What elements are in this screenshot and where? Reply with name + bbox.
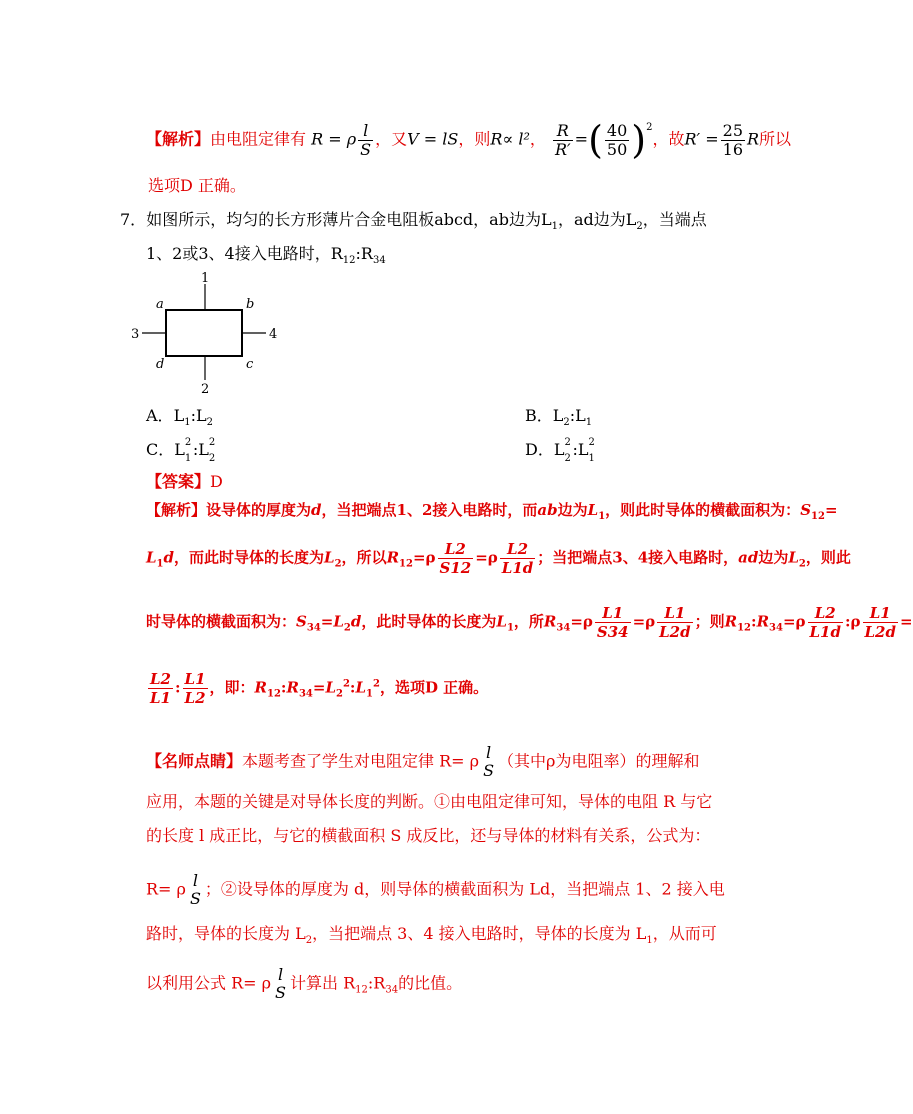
text: L: [552, 406, 564, 425]
label-b: b: [246, 297, 255, 312]
numerator: L1: [595, 604, 631, 623]
text: 如图所示，均匀的长方形薄片合金电阻板abcd，ab边为L: [146, 210, 552, 229]
text: ，所以: [341, 548, 387, 567]
subscript: 2: [305, 935, 313, 947]
numerator: 25: [722, 120, 743, 140]
text: :: [751, 612, 757, 631]
fraction: [481, 744, 496, 780]
var: ab: [537, 501, 558, 519]
subscript: 34: [385, 984, 399, 996]
numerator: l: [277, 965, 284, 984]
comment-tag: 【名师点睛】: [146, 751, 243, 771]
subscript: 2: [798, 558, 806, 570]
fraction: [438, 540, 474, 577]
var: L: [146, 548, 157, 567]
denominator: S: [189, 889, 201, 908]
text: 所以: [759, 129, 792, 149]
equals: =: [899, 612, 913, 631]
text: :R: [367, 973, 386, 993]
text: （其中ρ为电阻率）的理解和: [498, 751, 700, 771]
text: :L: [190, 406, 207, 425]
subscript: 12: [267, 688, 281, 700]
option-d: D．L 2 2 :L 2 1: [525, 437, 595, 464]
comment-line-2: 应用，本题的关键是对导体长度的判断。①由电阻定律可知，导体的电阻 R 与它: [146, 792, 713, 811]
fraction: [721, 122, 745, 159]
text: ，选项D 正确。: [379, 678, 489, 697]
option-b: [525, 406, 593, 429]
answer-value: D: [210, 472, 223, 491]
subscript: 1: [598, 511, 606, 522]
subscript: 1: [646, 935, 653, 947]
prev-analysis-line-1: 【解析】由电阻定律有 R = ρ $\frac{l}{S}$ ，又V = lS，则R∝ l²， $\frac{R}{R'}$ =( $\frac{40}{50}$ )$^2$，故R′ = $\frac{25}{16}$ R所以: [146, 118, 792, 162]
text: :: [174, 678, 181, 697]
paren-right: ): [631, 118, 647, 162]
fraction: [273, 966, 288, 1002]
text: =ρ: [782, 612, 806, 631]
denominator: L2d: [659, 623, 691, 641]
var: L: [355, 678, 367, 697]
equals: =: [320, 612, 334, 631]
question-number: 7．: [120, 210, 147, 229]
text: 时导体的横截面积为：: [146, 612, 297, 631]
formula: R: [747, 129, 760, 149]
subscript: 1: [506, 622, 514, 634]
numerator: L2: [808, 604, 843, 623]
var: R: [543, 612, 557, 631]
text: ，当端点: [642, 210, 707, 229]
numerator: L2: [500, 540, 535, 559]
analysis-line-3: [146, 604, 913, 641]
subscript: 1: [156, 558, 164, 570]
equals: =: [574, 129, 589, 149]
fraction: [188, 872, 203, 908]
subscript: 34: [306, 622, 321, 634]
text: :ρ: [844, 612, 861, 631]
label-2: 2: [201, 382, 210, 397]
text: :L: [192, 440, 209, 459]
var: d: [311, 501, 322, 519]
formula: R∝ l²: [490, 129, 530, 149]
subscript: 1: [585, 417, 593, 429]
fraction: [500, 540, 535, 577]
question-line-1: [120, 210, 707, 233]
subscript: 2: [334, 558, 342, 570]
numerator: L2: [150, 670, 171, 688]
var: ad: [738, 548, 759, 567]
fraction: [863, 604, 898, 641]
subscript: 12: [399, 558, 413, 570]
label-1: 1: [201, 271, 210, 286]
var: L: [325, 678, 336, 697]
text: ，即：: [209, 678, 255, 697]
subscript: 34: [769, 622, 783, 634]
text: L: [174, 440, 185, 459]
option-label: A．: [146, 406, 174, 425]
denominator: L1d: [501, 559, 534, 577]
plate-rect: [166, 310, 242, 356]
text: 边为: [758, 548, 789, 567]
text: 的比值。: [398, 973, 463, 993]
text: 设导体的厚度为: [206, 501, 312, 519]
comment-line-6: [146, 966, 462, 1002]
label-a: a: [156, 297, 164, 312]
subscript: 2: [343, 622, 351, 634]
var: L: [788, 548, 799, 567]
denominator: 16: [722, 139, 743, 159]
fraction: [808, 604, 843, 641]
denominator: L1: [150, 689, 171, 707]
answer-tag: 【答案】: [146, 472, 211, 491]
fraction: [183, 670, 208, 707]
text: :: [349, 678, 356, 697]
text: 以利用公式 R= ρ: [146, 973, 272, 993]
subscript: 12: [737, 622, 752, 634]
subscript: 2: [206, 417, 213, 429]
fraction: [358, 122, 373, 159]
subscript: 2: [563, 417, 570, 429]
equals: =: [312, 678, 326, 697]
var: R: [724, 612, 738, 631]
numerator: L1: [184, 670, 206, 688]
exponent: 2: [342, 678, 350, 690]
numerator: L2: [438, 540, 474, 559]
text: :: [280, 678, 287, 697]
label-4: 4: [269, 327, 278, 342]
text: :R: [355, 244, 373, 263]
denominator: S34: [596, 623, 629, 641]
text: =ρ: [570, 612, 593, 631]
formula: R′ =: [684, 129, 719, 149]
text: ，则: [458, 129, 491, 149]
option-label: D．: [525, 440, 554, 459]
denominator: S: [275, 983, 287, 1002]
denominator: L2: [184, 689, 206, 707]
text: ，而此时导体的长度为: [174, 548, 325, 567]
formula: R = ρ: [311, 129, 357, 149]
numerator: 40: [606, 120, 628, 140]
text: ，当把端点 3、4 接入电路时，导体的长度为 L: [312, 924, 647, 943]
text: ，又: [375, 129, 408, 149]
text: =ρ: [632, 612, 656, 631]
question-line-2: [146, 244, 386, 267]
subscript: 2: [335, 688, 343, 700]
numerator: l: [192, 871, 198, 890]
fraction: [553, 122, 573, 159]
equals: =: [824, 501, 838, 519]
formula: V = lS: [407, 129, 459, 149]
denominator: R′: [554, 139, 571, 159]
answer-line: [146, 472, 223, 492]
text: R= ρ: [146, 879, 186, 899]
text: ，当把端点1、2接入电路时，而: [321, 501, 538, 519]
exponent: 2: [372, 678, 380, 690]
resistor-plate-diagram: [128, 270, 288, 400]
text: 由电阻定律有: [210, 129, 307, 149]
option-label: C．: [146, 440, 175, 459]
var: L: [333, 612, 344, 631]
comment-line-3: 的长度 l 成正比，与它的横截面积 S 成反比，还与导体的材料有关系，公式为：: [146, 826, 711, 845]
subscript: 34: [298, 688, 313, 700]
text: ，故: [652, 129, 685, 149]
comment-line-5: [146, 924, 717, 947]
subscript: 12: [811, 511, 825, 522]
option-a: [146, 406, 213, 429]
subscript: 12: [342, 255, 356, 267]
subscript: 34: [372, 255, 386, 267]
var: R: [756, 612, 770, 631]
subscript: 1: [366, 688, 373, 700]
text: :L: [569, 406, 586, 425]
subscript: 1: [184, 417, 191, 429]
var: R: [254, 678, 267, 697]
label-d: d: [156, 357, 165, 372]
text: ，所: [513, 612, 544, 631]
analysis-tag: 【解析】: [146, 501, 207, 519]
text: L: [553, 440, 565, 459]
var: d: [163, 548, 175, 567]
var: L: [496, 612, 507, 631]
option-label: B．: [525, 406, 553, 425]
exponent: 2: [646, 122, 653, 134]
label-c: c: [246, 357, 254, 372]
fraction: [148, 670, 173, 707]
comment-line-4: [146, 872, 725, 908]
denominator: S: [360, 139, 372, 159]
text: ，ad边为L: [557, 210, 637, 229]
fraction: [657, 604, 692, 641]
label-3: 3: [131, 327, 140, 342]
text: L: [173, 406, 185, 425]
text: =ρ: [475, 548, 498, 567]
text: 计算出 R: [290, 973, 356, 993]
text: ，从而可: [652, 924, 717, 943]
option-c: C．L 2 1 :L 2 2: [146, 437, 216, 464]
text: 1、2或3、4接入电路时，R: [146, 244, 343, 263]
fraction: [605, 122, 629, 159]
var: d: [350, 612, 362, 631]
numerator: R: [553, 122, 573, 141]
analysis-line-2: [146, 540, 851, 577]
text: ；②设导体的厚度为 d，则导体的横截面积为 Ld，当把端点 1、2 接入电: [204, 879, 725, 899]
denominator: L2d: [864, 623, 896, 641]
var: L: [587, 501, 599, 519]
analysis-line-1: [146, 500, 838, 520]
fraction: [595, 604, 631, 641]
subscript: 12: [355, 984, 368, 996]
numerator: l: [358, 122, 373, 141]
denominator: 50: [606, 139, 628, 159]
paren-left: (: [588, 118, 603, 162]
denominator: S: [483, 761, 495, 780]
text: ；当把端点3、4接入电路时，: [537, 548, 739, 567]
comment-line-1: [146, 744, 699, 780]
denominator: L1d: [809, 623, 841, 641]
var: S: [800, 501, 812, 519]
text: ；则: [694, 612, 725, 631]
text: ，此时导体的长度为: [361, 612, 497, 631]
prev-analysis-line-2: 选项D 正确。: [148, 176, 246, 195]
subscript: 1: [551, 221, 558, 233]
numerator: L1: [863, 604, 898, 623]
var: R: [286, 678, 299, 697]
var: R: [386, 548, 400, 567]
text: 路时，导体的长度为 L: [146, 924, 306, 943]
var: S: [296, 612, 307, 631]
analysis-tag: 【解析】: [146, 129, 211, 149]
text: =ρ: [412, 548, 436, 567]
text: 边为: [557, 501, 588, 519]
numerator: l: [485, 743, 492, 762]
text: 本题考查了学生对电阻定律 R= ρ: [242, 751, 480, 771]
var: L: [324, 548, 335, 567]
text: ，则此: [805, 548, 851, 567]
analysis-line-4: [146, 670, 488, 707]
numerator: L1: [657, 604, 692, 623]
text: :L: [572, 440, 589, 459]
denominator: S12: [439, 559, 472, 577]
subscript: 2: [636, 221, 643, 233]
text: ，则此时导体的横截面积为：: [605, 501, 801, 519]
subscript: 34: [556, 622, 571, 634]
